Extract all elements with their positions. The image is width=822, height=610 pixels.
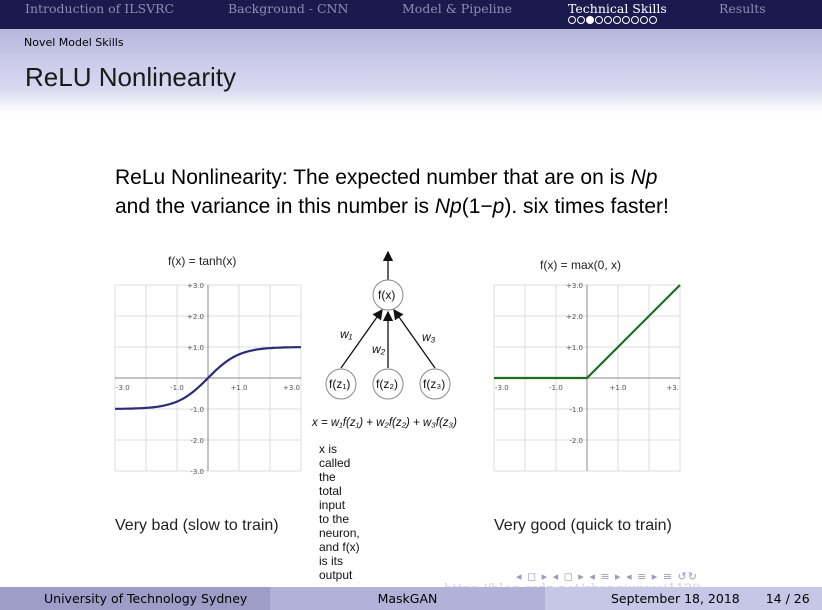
relu-x-tick-label: +3.	[666, 384, 679, 392]
input-node-1-label: f(z₁)	[329, 377, 351, 391]
nav-section-results[interactable]: Results	[719, 1, 766, 16]
footer-page-number: 14 / 26	[765, 591, 810, 606]
tanh-x-tick-label: -3.0	[116, 384, 130, 392]
input-node-2-label: f(z₂)	[376, 377, 398, 391]
tanh-plot-title: f(x) = tanh(x)	[168, 254, 237, 268]
relu-x-tick-label: -1.0	[549, 384, 563, 392]
relu-plot-title: f(x) = max(0, x)	[540, 258, 622, 272]
progress-dot[interactable]	[631, 16, 639, 24]
subsection-title: Novel Model Skills	[24, 36, 124, 49]
progress-dot[interactable]	[604, 16, 612, 24]
tanh-y-tick-label: -3.0	[190, 468, 204, 476]
progress-dot[interactable]	[622, 16, 630, 24]
relu-plot	[494, 282, 680, 471]
footer-institution: University of Technology Sydney	[0, 587, 270, 610]
tanh-y-tick-label: +2.0	[187, 313, 204, 321]
progress-dot[interactable]	[649, 16, 657, 24]
title-fade	[0, 104, 822, 114]
footer-right	[545, 587, 822, 610]
frame-title-bar	[0, 54, 822, 104]
relu-y-tick-label: +2.0	[566, 313, 583, 321]
tanh-x-tick-label: +1.0	[230, 384, 248, 392]
footer	[0, 587, 822, 610]
relu-y-tick-label: -1.0	[569, 406, 583, 414]
output-node-label: f(x)	[378, 288, 396, 302]
main-statement	[115, 163, 755, 221]
tanh-x-tick-label: -1.0	[170, 384, 184, 392]
subsection-bar	[0, 29, 822, 54]
tanh-caption: Very bad (slow to train)	[115, 517, 279, 534]
footer-title: MaskGAN	[270, 587, 545, 610]
tanh-y-tick-label: -2.0	[190, 437, 204, 445]
statement-line-1: ReLu Nonlinearity: The expected number that are on is Np	[115, 166, 658, 189]
progress-dot[interactable]	[595, 16, 603, 24]
tanh-y-tick-label: +1.0	[187, 344, 204, 352]
progress-dot[interactable]	[613, 16, 621, 24]
beamer-navigation-controls[interactable]: ◂ ◻ ▸ ◂ ◻ ▸ ◂ ≡ ▸ ◂ ≡ ▸ ≡ ↺↻	[516, 570, 698, 583]
relu-y-tick-label: +3.0	[566, 282, 583, 290]
tanh-plot	[115, 282, 301, 476]
nav-section-technical-skills[interactable]: Technical Skills	[568, 1, 667, 16]
weight-2-label: w₂	[372, 342, 386, 356]
tanh-y-tick-label: -1.0	[190, 406, 204, 414]
progress-dot[interactable]	[568, 16, 576, 24]
tanh-x-tick-label: +3.0	[283, 384, 300, 392]
relu-y-tick-label: -2.0	[569, 437, 583, 445]
statement-line-2: and the variance in this number is Np(1−p). six times faster!	[115, 195, 669, 218]
relu-x-tick-label: +1.0	[609, 384, 627, 392]
relu-caption: Very good (quick to train)	[494, 517, 672, 534]
weight-1-label: w₁	[340, 327, 353, 341]
nav-section-model[interactable]: Model & Pipeline	[402, 1, 513, 16]
progress-dot[interactable]	[586, 16, 594, 24]
tanh-y-tick-label: +3.0	[187, 282, 204, 290]
section-navigation	[0, 0, 822, 29]
input-node-3-label: f(z₃)	[423, 377, 446, 391]
weight-3-label: w₃	[422, 330, 436, 344]
nav-section-background[interactable]: Background - CNN	[228, 1, 349, 16]
relu-y-tick-label: +1.0	[566, 344, 583, 352]
nav-section-introduction[interactable]: Introduction of ILSVRC	[25, 1, 175, 16]
relu-x-tick-label: -3.0	[495, 384, 509, 392]
progress-dot[interactable]	[640, 16, 648, 24]
footer-date: September 18, 2018	[611, 591, 740, 606]
neuron-note: x is called the total input to the neuron, and f(x) is its output	[319, 442, 360, 582]
progress-dot[interactable]	[577, 16, 585, 24]
neuron-equation: x = w₁f(z₁) + w₂f(z₂) + w₃f(z₃)	[312, 417, 457, 429]
frame-title: ReLU Nonlinearity	[25, 62, 236, 92]
frame-progress-dots	[568, 16, 657, 26]
